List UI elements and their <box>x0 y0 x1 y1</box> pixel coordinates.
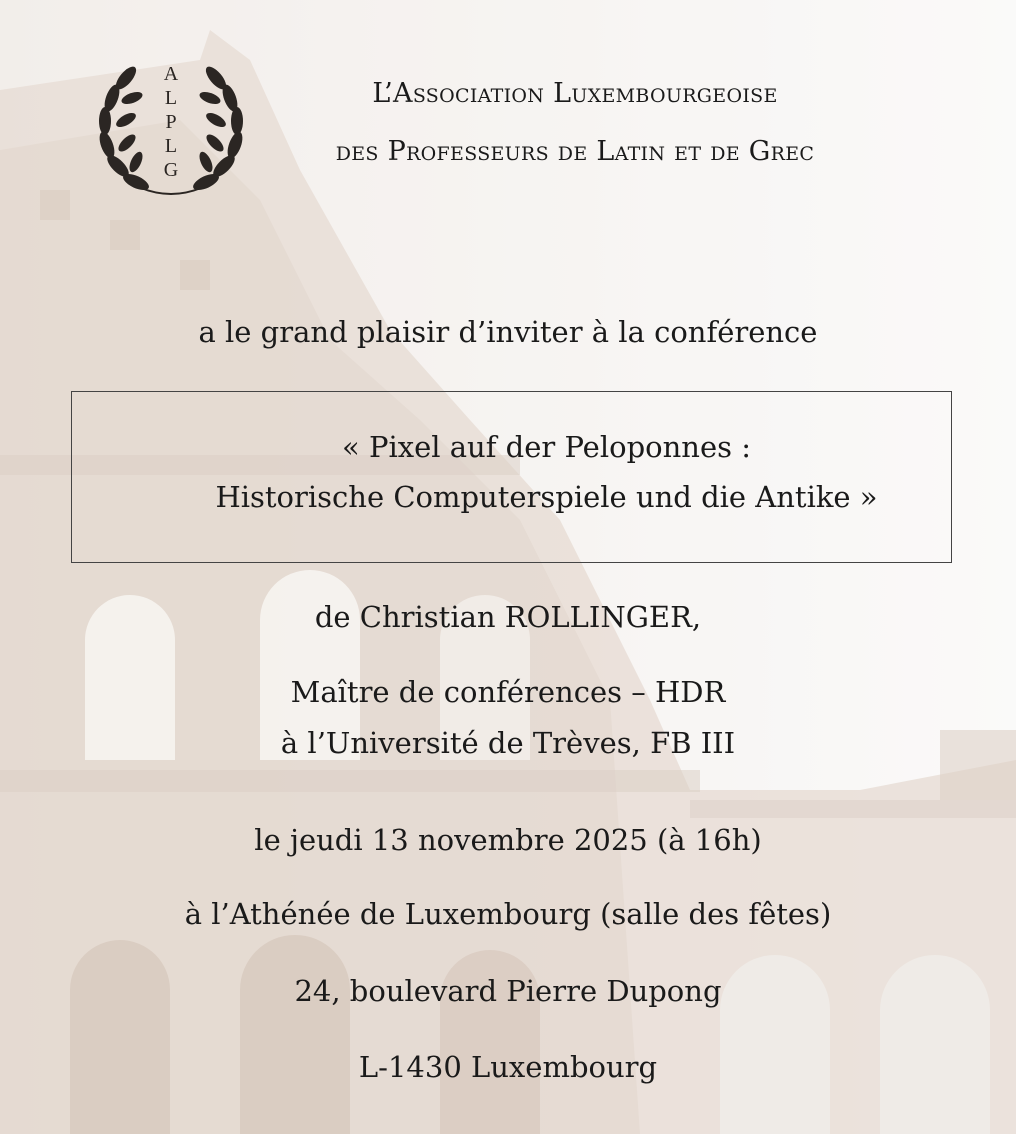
invitation-text: a le grand plaisir d’inviter à la conférence <box>198 315 818 349</box>
talk-title-line-2: Historische Computerspiele und die Antike » <box>215 480 878 514</box>
event-venue: à l’Athénée de Luxembourg (salle des fêtes) <box>184 897 832 931</box>
speaker-name: de Christian ROLLINGER, <box>314 600 702 634</box>
logo-letter-2: L <box>164 87 178 109</box>
logo-letter-1: A <box>163 63 179 85</box>
talk-title-line-1: « Pixel auf der Peloponnes : <box>341 430 751 464</box>
event-street-address: 24, boulevard Pierre Dupong <box>294 974 722 1008</box>
logo-letter-5: G <box>163 159 179 181</box>
event-city: L-1430 Luxembourg <box>358 1050 658 1084</box>
organization-name-line-1: L’Association Luxembourgeoise <box>372 78 778 109</box>
logo-letter-4: L <box>164 135 178 157</box>
alplg-laurel-logo <box>96 58 246 200</box>
speaker-role-line-1: Maître de conférences – HDR <box>290 675 726 709</box>
event-date: le jeudi 13 novembre 2025 (à 16h) <box>254 823 762 857</box>
organization-name-line-2: des Professeurs de Latin et de Grec <box>335 136 815 167</box>
talk-title-box <box>71 391 952 563</box>
logo-letter-3: P <box>165 111 177 133</box>
speaker-role-line-2: à l’Université de Trèves, FB III <box>280 726 736 760</box>
